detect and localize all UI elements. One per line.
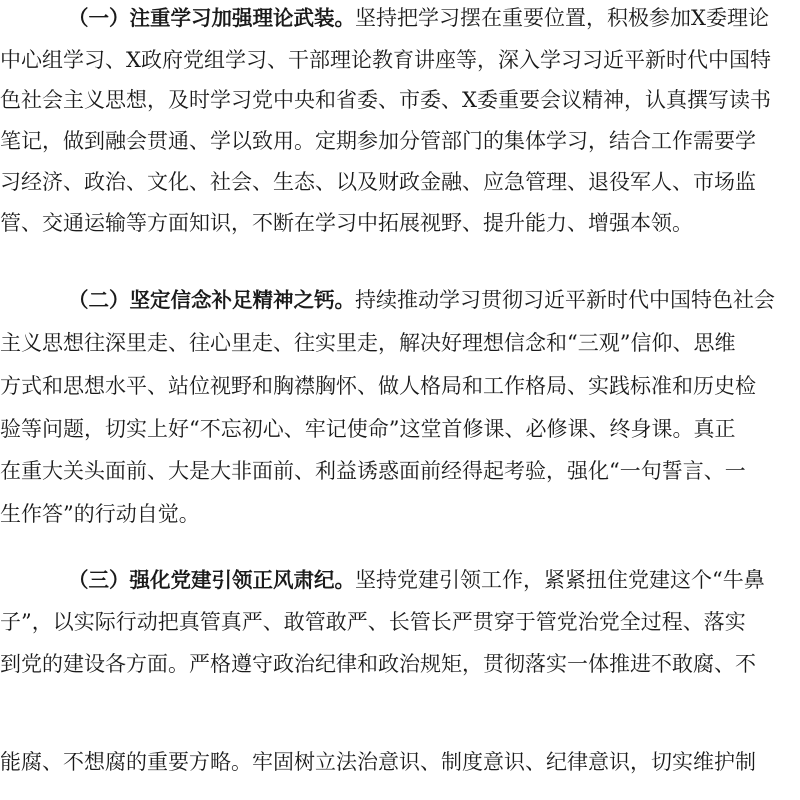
paragraph-2-line-4: 验等问题，切实上好“不忘初心、牢记使命”这堂首修课、必修课、终身课。真正: [0, 417, 736, 441]
section-3-heading: （三）强化党建引领正风肃纪。: [68, 568, 355, 592]
paragraph-2-line-6: 生作答”的行动自觉。: [0, 502, 200, 526]
section-1-text: 坚持把学习摆在重要位置，积极参加X委理论: [355, 6, 769, 30]
paragraph-1-line-5: 习经济、政治、文化、社会、生态、以及财政金融、应急管理、退役军人、市场监: [0, 170, 756, 194]
paragraph-2-line-3: 方式和思想水平、站位视野和胸襟胸怀、做人格局和工作格局、实践标准和历史检: [0, 374, 756, 398]
paragraph-2-line-1: [0, 280, 800, 320]
section-2-text: 持续推动学习贯彻习近平新时代中国特色社会: [355, 288, 775, 312]
section-2-heading: （二）坚定信念补足精神之钙。: [68, 288, 355, 312]
paragraph-1-line-6: 管、交通运输等方面知识，不断在学习中拓展视野、提升能力、增强本领。: [0, 211, 693, 235]
paragraph-3-line-2: 子”，以实际行动把真管真严、敢管敢严、长管长严贯穿于管党治党全过程、落实: [0, 610, 746, 634]
paragraph-1-line-4: 笔记，做到融会贯通、学以致用。定期参加分管部门的集体学习，结合工作需要学: [0, 129, 756, 153]
paragraph-3-line-3: 到党的建设各方面。严格遵守政治纪律和政治规矩，贯彻落实一体推进不敢腐、不: [0, 652, 756, 676]
section-3-text: 坚持党建引领工作，紧紧扭住党建这个“牛鼻: [355, 568, 765, 592]
section-1-heading: （一）注重学习加强理论武装。: [68, 6, 355, 30]
paragraph-1-line-3: 色社会主义思想，及时学习党中央和省委、市委、X委重要会议精神，认真撰写读书: [0, 88, 771, 112]
paragraph-1-line-1: [0, 0, 800, 38]
paragraph-3-line-1: [0, 560, 800, 600]
paragraph-1-line-2: 中心组学习、X政府党组学习、干部理论教育讲座等，深入学习习近平新时代中国特: [0, 48, 771, 72]
paragraph-2-line-5: 在重大关头面前、大是大非面前、利益诱惑面前经得起考验，强化“一句誓言、一: [0, 459, 746, 483]
paragraph-2-line-2: 主义思想往深里走、往心里走、往实里走，解决好理想信念和“三观”信仰、思维: [0, 331, 736, 355]
paragraph-3-line-4: 能腐、不想腐的重要方略。牢固树立法治意识、制度意识、纪律意识，切实维护制: [0, 750, 756, 774]
